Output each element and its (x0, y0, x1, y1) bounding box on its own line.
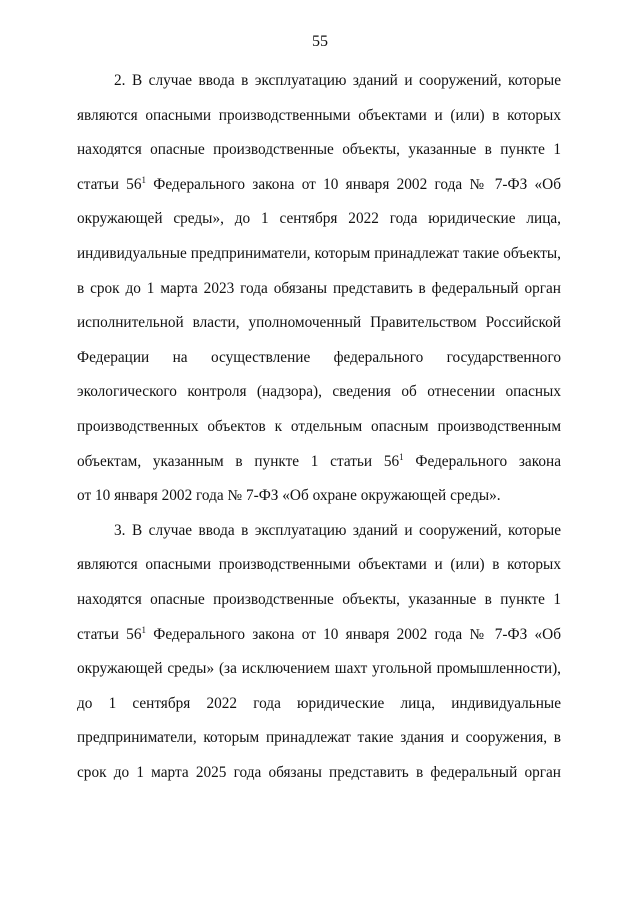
text-line (77, 652, 561, 687)
text-line (77, 306, 561, 341)
text-run: 3. В случае ввода в эксплуатацию зданий и сооружений, которые (114, 521, 561, 539)
text-run: 2. В случае ввода в эксплуатацию зданий и сооружений, которые (114, 72, 561, 89)
superscript: 1 (399, 451, 404, 462)
paragraph-2 (77, 514, 561, 791)
text-line (77, 583, 561, 618)
text-run: производственных объектов к отдельным опасным производственным (77, 417, 561, 435)
text-line (77, 410, 561, 445)
text-run: экологического контроля (надзора), сведения об отнесении опасных (77, 383, 561, 401)
text-line (77, 341, 561, 376)
text-line (77, 99, 561, 134)
text-run: срок до 1 марта 2025 года обязаны представить в федеральный орган (77, 763, 561, 781)
text-line (77, 721, 561, 756)
text-run: окружающей среды», до 1 сентября 2022 года юридические лица, (77, 210, 561, 228)
text-line (77, 64, 561, 99)
text-run: объектам, указанным в пункте 1 статьи 56 (77, 452, 400, 470)
text-run: находятся опасные производственные объекты, указанные в пункте 1 (77, 590, 561, 608)
text-line (77, 202, 561, 237)
superscript: 1 (141, 174, 146, 185)
text-run: Федерального закона от 10 января 2002 года № 7-ФЗ «Об (153, 175, 561, 193)
text-run: предприниматели, которым принадлежат такие здания и сооружения, в (77, 729, 561, 747)
text-run: исполнительной власти, уполномоченный Правительством Российской (77, 314, 561, 332)
text-line (77, 375, 561, 410)
superscript: 1 (141, 624, 146, 635)
text-run: индивидуальные предприниматели, которым принадлежат такие объекты, (77, 244, 561, 262)
text-line (77, 514, 561, 549)
text-run: Федерального закона от 10 января 2002 года № 7-ФЗ «Об (153, 625, 561, 643)
text-line (77, 237, 561, 272)
paragraph-1 (77, 64, 561, 514)
text-run: статьи 56 (77, 625, 142, 643)
text-run: являются опасными производственными объектами и (или) в которых (77, 556, 561, 574)
text-line (77, 548, 561, 583)
text-run: окружающей среды» (за исключением шахт угольной промышленности), (77, 660, 561, 678)
text-run: в срок до 1 марта 2023 года обязаны представить в федеральный орган (77, 279, 561, 297)
page-number: 55 (312, 33, 328, 50)
text-line (77, 618, 561, 653)
text-line (77, 168, 561, 203)
text-run: от 10 января 2002 года № 7-ФЗ «Об охране окружающей среды». (77, 487, 501, 505)
text-line (77, 272, 561, 307)
text-run: Федерации на осуществление федерального государственного (77, 348, 561, 366)
text-line (77, 756, 561, 791)
document-body (77, 64, 561, 790)
text-run: статьи 56 (77, 175, 142, 193)
text-run: до 1 сентября 2022 года юридические лица, индивидуальные (77, 694, 561, 712)
text-line (77, 687, 561, 722)
text-line (77, 445, 561, 480)
text-line (77, 479, 561, 514)
text-run: Федерального закона (403, 452, 561, 470)
text-line (77, 133, 561, 168)
text-run: находятся опасные производственные объекты, указанные в пункте 1 (77, 141, 561, 159)
text-run: являются опасными производственными объектами и (или) в которых (77, 106, 561, 124)
